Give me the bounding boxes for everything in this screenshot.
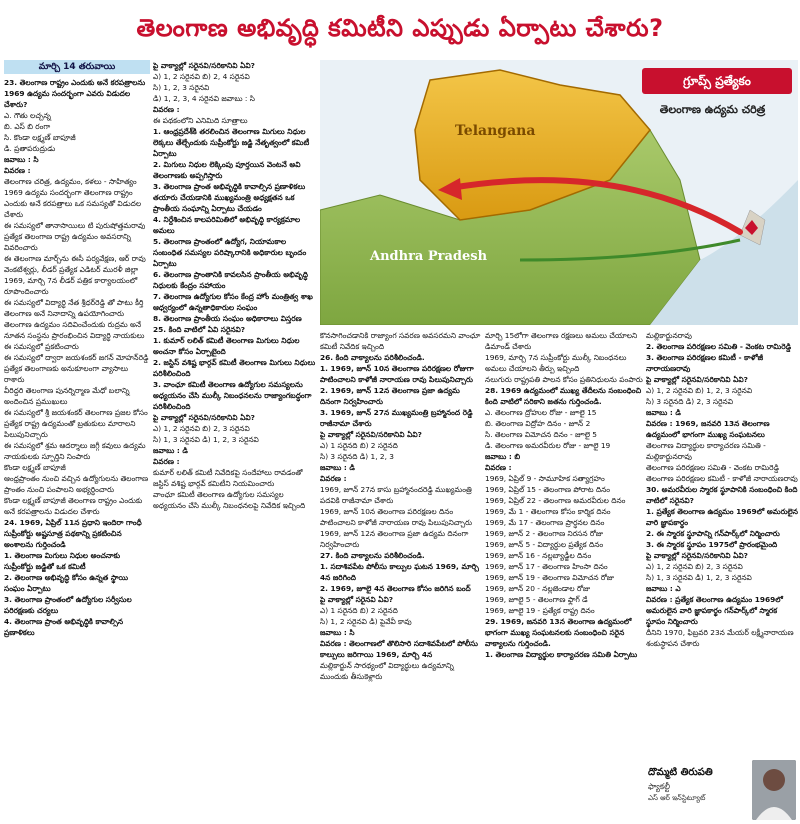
- col3-line: 2. 1969, జూన్ 12న తెలంగాణ ప్రజా ఉద్యమ దినంగా నిర్వహించారు: [320, 386, 460, 406]
- col3-line: 1969, జూన్ 27న కాసు బ్రహ్మానందరెడ్డి ముఖ్యమంత్రి పదవికి రాజీనామా చేశారు: [320, 485, 472, 505]
- col5-line: తెలంగాణ పరిరక్షణల సమితి - వెంకట రామిరెడ్డి: [646, 463, 780, 472]
- col3-line: జవాబు : సి: [320, 628, 355, 637]
- col3-line: సి) 1, 2 సరైనవి డి) పైవేవీ కావు: [320, 617, 412, 626]
- col3-line: మల్లికార్జున్ సారథ్యంలో విద్యార్థులు ఉద్యమాన్ని ముందుకు తీసుకెళ్లారు: [320, 661, 454, 681]
- column-4: [485, 330, 643, 824]
- col4-line: 1969, జూన్ 5 - విద్యార్థుల ప్రత్యేక దినం: [485, 540, 604, 549]
- col5-line: జవాబు : ఎ: [646, 584, 681, 593]
- col2-line: 4. నిర్దేశించిన కాలపరిమితిలో అభివృద్ధి కార్యక్రమాల అమలు: [153, 215, 301, 235]
- col5-line: పై వాక్యాల్లో సరైనవి/సరికానివి ఏవి?: [646, 551, 748, 560]
- col1-line: వీరిద్దరి తెలంగాణ పునర్నిర్మాణ మేధో బలాన్ని అందించిన ప్రముఖులు: [4, 386, 130, 406]
- label-andhra: Andhra Pradesh: [370, 249, 488, 264]
- col4-line: 1969, జూన్ 2 - తెలంగాణ నిరసన రోజు: [485, 529, 603, 538]
- col4-line: 1969, ఏప్రిల్ 22 - తెలంగాణ అమరవీరుల దినం: [485, 496, 626, 505]
- col5-line: 2. ఈ స్మారక స్థూపాన్ని గన్‌పార్క్‌లో నిర్మించారు: [646, 529, 780, 538]
- author-name: దొమ్మటి తిరుపతి: [648, 767, 713, 778]
- col5-line: ఎ) 1, 2 సరైనవి బి) 1, 2, 3 సరైనవి: [646, 386, 753, 395]
- col4-line: నలుగురు రాష్ట్రపతి పాలన కోసం ప్రతినిధులను పంపారు: [485, 375, 643, 384]
- col1-line: తెలంగాణ చరిత్ర, ఉద్యమం, కళలు - సాహిత్యం: [4, 177, 137, 186]
- col4-line: సి. తెలంగాణ విమోచన దినం - జూలై 5: [485, 430, 598, 439]
- col4-line: 1. తెలంగాణ విద్యార్థుల కార్యాచరణ సమితి ఏర్పాటు: [485, 650, 638, 659]
- col3-line: వివరణ : తెలంగాణలో తొలిసారి సదాశివపేటలో పోలీసు కాల్పులు జరిగాయి 1969, మార్చి 4న: [320, 639, 478, 659]
- author-photo: [752, 760, 796, 820]
- col1-line: వివరణ :: [4, 166, 31, 175]
- column-5-text: [646, 330, 798, 649]
- col4-line: ఎ. తెలంగాణ ద్రోహుల రోజు - జూలై 15: [485, 408, 597, 417]
- col1-line: 4. తెలంగాణ ప్రాంత అభివృద్ధికి కావాల్సిన ప్రణాళికలు: [4, 617, 124, 637]
- col1-line: 2. తెలంగాణ అభివృద్ధి కోసం ఉన్నత స్థాయి సంఘం ఏర్పాటు: [4, 573, 128, 593]
- col1-line: 23. తెలంగాణ రాష్ట్రం ఎందుకు అనే కరపత్రాలను 1969 ఉద్యమ సందర్భంగా ఎవరు విడుదల చేశారు?: [4, 78, 146, 109]
- col2-line: 3. వాంఛూ కమిటీ తెలంగాణ ఉద్యోగుల సమస్యలను అధ్యయనం చేసి ముల్కీ నిబంధనలను రాజ్యాంగబద్ధంగా పరిశీలించింది: [153, 380, 312, 411]
- headline: తెలంగాణ అభివృద్ధి కమిటీని ఎప్పుడు ఏర్పాటు చేశారు?: [136, 14, 664, 42]
- col5-line: సి) 3 సరైనది డి) 2, 3 సరైనవి: [646, 397, 733, 406]
- col3-line: 2. 1969, జూలై 4న తెలంగాణ కోసం జరిగిన బంద్: [320, 584, 471, 593]
- col3-line: పై వాక్యాల్లో సరైనవి/సరికానివి ఏవి?: [320, 430, 422, 439]
- col5-line: తెలంగాణ పరిరక్షణల కమిటీ - కాళోజీ నారాయణరావు: [646, 474, 798, 483]
- col1-line: డి. ప్రతాపరుద్రుడు: [4, 144, 56, 153]
- col3-line: కొనసాగించడానికి రాజ్యాంగ సవరణ అవసరమని వాంఛూ కమిటీ నివేదిక ఇచ్చింది: [320, 331, 481, 351]
- col2-line: సి) 1, 3 సరైనవి డి) 1, 2, 3 సరైనవి: [153, 435, 259, 444]
- col1-line: ఈ సమస్యలో ద్వారా జయశంకర్ జగన్ మోహన్‌రెడ్డి ప్రత్యేక తెలంగాణకు అనుకూలంగా వ్యాసాలు రాశారు: [4, 353, 149, 384]
- col3-line: 3. 1969, జూన్ 27న ముఖ్యమంత్రి బ్రహ్మానంద రెడ్డి రాజీనామా చేశారు: [320, 408, 473, 428]
- col1-line: 24. 1969, ఏప్రిల్ 11న ప్రధాని ఇందిరా గాంధీ సుప్రీంకోర్టు అష్టసూత్ర పథకాన్ని ప్రకటించిన అంశాలను గుర్తించండి: [4, 518, 142, 549]
- label-telangana: Telangana: [455, 123, 536, 139]
- history-subtitle: తెలంగాణ ఉద్యమ చరిత్ర: [659, 103, 766, 116]
- col4-line: 1969, జూన్ 16 - నల్లబ్యాడ్జీల దినం: [485, 551, 592, 560]
- col1-line: జవాబు : సి: [4, 155, 39, 164]
- column-5: [646, 330, 798, 824]
- col5-line: 3. తెలంగాణ పరిరక్షణల కమిటీ - కాళోజీ నారాయణరావు: [646, 353, 763, 373]
- col1-line: 1. తెలంగాణ మిగులు నిధుల అంచనాకు సుప్రీంకోర్టు జడ్జితో ఒక కమిటీ: [4, 551, 120, 571]
- col1-line: ఈ సమస్యలో తానాసాయిలు టి పురుషోత్తమరావు ప్రత్యేక తెలంగాణ రాష్ట్ర ఉద్యమం అవసరాన్ని వివరించారు: [4, 221, 146, 252]
- col2-line: 25. కింది వాటిలో ఏవి సరైనవి?: [153, 325, 246, 334]
- column-3: [320, 330, 482, 824]
- col4-line: 1969, జూన్ 19 - తెలంగాణ విమోచన రోజు: [485, 573, 614, 582]
- col5-line: దీనిని 1970, ఫిబ్రవరి 23న మేయర్ లక్ష్మీనారాయణ శంకుస్థాపన చేశారు: [646, 628, 794, 648]
- col5-line: 3. ఈ స్మారక స్థూపం 1975లో ప్రారంభమైంది: [646, 540, 778, 549]
- col4-line: 1969, జూన్ 17 - తెలంగాణ హింసా దినం: [485, 562, 608, 571]
- column-2-text: [153, 60, 317, 511]
- col1-line: 3. తెలంగాణ ప్రాంతంలో ఉద్యోగుల సర్వీసుల పరిరక్షణకు చర్యలు: [4, 595, 132, 615]
- col2-line: 2. జస్టిస్ వశిష్ట భార్గవ్ కమిటీ తెలంగాణ మిగులు నిధులు పరిశీలించింది: [153, 358, 316, 378]
- col1-line: ఆంధ్రప్రాంతం నుంచి వచ్చిన ఉద్యోగులను తెలంగాణ ప్రాంతం నుంచి పంపాలని అభ్యర్థించారు: [4, 474, 149, 494]
- col4-line: 29. 1969, జనవరి 13న తెలంగాణ ఉద్యమంలో భాగంగా ముఖ్య సంఘటనలకు సంబంధించి సరైన వాక్యాలను గుర్తించండి.: [485, 617, 632, 648]
- col4-line: వివరణ :: [485, 463, 512, 472]
- col2-line: ఎ) 1, 2 సరైనవి బి) 2, 4 సరైనవి: [153, 72, 250, 81]
- col2-line: పై వాక్యాల్లో సరైనవి/సరికానివి ఏవి?: [153, 61, 255, 70]
- col4-line: డి. తెలంగాణ అమరవీరుల రోజు - జూలై 19: [485, 441, 611, 450]
- col2-line: వివరణ :: [153, 105, 180, 114]
- col1-line: ఈ సమస్యలో శ్రీ జయశంకర్ తెలంగాణ ప్రజల కోసం ప్రత్యేక రాష్ట్ర ఉద్యమంతో బ్రతుకులు మారాలని పిలుపునిచ్చారు: [4, 408, 148, 439]
- col5-line: 1. ప్రత్యేక తెలంగాణ ఉద్యమం 1969లో అమరులైన వారి జ్ఞాపకార్థం: [646, 507, 798, 527]
- col4-line: 1969, మే 17 - తెలంగాణ ప్రార్థనల దినం: [485, 518, 605, 527]
- col4-line: 1969, మే 1 - తెలంగాణ కోసం కార్మిక దినం: [485, 507, 611, 516]
- col1-line: బి. ఎస్ బి రంగా: [4, 122, 51, 131]
- col2-line: 8. తెలంగాణ ప్రాంతీయ సంఘం అధికారాలు విస్తరణ: [153, 314, 302, 323]
- col5-line: మల్లికార్జునరావు: [646, 331, 692, 340]
- col5-line: 30. అమరవీరుల స్మారక స్థూపానికి సంబంధించి కింది వాటిలో సరైనవి?: [646, 485, 798, 505]
- col4-line: జవాబు : బి: [485, 452, 521, 461]
- col4-line: 1969, ఏప్రిల్ 9 - సామూహిక సత్యాగ్రహం: [485, 474, 605, 483]
- col5-line: 2. తెలంగాణ పరిరక్షణల సమితి - వెంకట రామిరెడ్డి: [646, 342, 792, 351]
- col1-line: కొండా లక్ష్మణ్ బాపూజీ తెలంగాణ రాష్ట్రం ఎందుకు అనే కరపత్రాలను విడుదల చేశారు: [4, 496, 143, 516]
- continued-tag: మార్చి 14 తరువాయి: [4, 60, 150, 74]
- col1-line: ఈ సమస్యలో శ్రమ ఆదర్శాలు జగ్గీ కవులు ఉద్యమ నాయకులకు స్ఫూర్తిని నింపారు: [4, 441, 146, 461]
- col5-line: జవాబు : డి: [646, 408, 681, 417]
- col4-line: 1969, మార్చి 7న సుప్రీంకోర్టు ముల్కీ నిబంధనలు అమలు చేయాలని తీర్పు ఇచ్చింది: [485, 353, 627, 373]
- col3-line: సి) 3 సరైనది డి) 1, 2, 3: [320, 452, 395, 461]
- column-3-text: [320, 330, 482, 682]
- col5-line: సి) 1, 3 సరైనవి డి) 1, 2, 3 సరైనవి: [646, 573, 752, 582]
- groups-special-badge: గ్రూప్స్ ప్రత్యేకం: [642, 68, 792, 94]
- col1-line: ఈ తెలంగాణ మార్చ్‌ను ఈసీ పర్యవేక్షణ, ఆర్ రావు వెంకటేశ్వర్లు, లీడర్ ప్రత్యేక ఎడిటర్ మురళీ జిల్లా 1969, మార్చి 7న లీడర్ పత్రిక కార్యాలయంలో రూపొందించారు: [4, 254, 146, 296]
- col2-line: కుమార్ లలిత్ కమిటీ నివేదికపై సందేహాలు రావడంతో జస్టిస్ వశిష్ట భార్గవ్ కమిటీని నియమించారు: [153, 468, 303, 488]
- col4-line: బి. తెలంగాణ విద్రోహ దినం - జూన్ 2: [485, 419, 591, 428]
- col4-line: మార్చి 15లోగా తెలంగాణ రక్షణలు అమలు చేయాలని డిమాండ్ చేశారు: [485, 331, 638, 351]
- col2-line: 1. ఆంధ్రప్రదేశ్‌కి తరలించిన తెలంగాణ మిగులు నిధుల లెక్కలు తేల్చేందుకు సుప్రీంకోర్టు జడ్జి నేతృత్వంలో కమిటీ ఏర్పాటు: [153, 127, 310, 158]
- column-2: [153, 60, 317, 820]
- col2-line: 5. తెలంగాణ ప్రాంతంలో ఉద్యోగ, నియామకాల సంబంధిత సమస్యల పరిష్కారానికి అధికారుల బృందం ఏర్పాటు: [153, 237, 307, 268]
- col5-line: తెలంగాణ విద్యార్థుల కార్యాచరణ సమితి - మల్లికార్జునరావు: [646, 441, 766, 461]
- col2-line: 1. కుమార్ లలిత్ కమిటీ తెలంగాణ మిగులు నిధుల అంచనా కోసం ఏర్పాటైంది: [153, 336, 300, 356]
- column-4-text: [485, 330, 643, 660]
- col2-line: 7. తెలంగాణ ఉద్యోగుల కోసం కేంద్ర హోం మంత్రిత్వ శాఖ ఆధ్వర్యంలో ఉన్నతాధికారుల సంఘం: [153, 292, 313, 312]
- col5-line: వివరణ : 1969, జనవరి 13న తెలంగాణ ఉద్యమంలో భాగంగా ముఖ్య సంఘటనలు: [646, 419, 770, 439]
- col3-line: 1969, జూన్ 10న తెలంగాణ పరిరక్షణల దినం పాటించాలని కాళోజీ నారాయణ రావు పిలుపునిచ్చారు: [320, 507, 473, 527]
- col4-line: 28. 1969 ఉద్యమంలో ముఖ్య తేదీలను సంబంధించి కింది వాటిలో సరికాని జతను గుర్తించండి.: [485, 386, 642, 406]
- col2-line: ఈ పథకంలోని ఎనిమిది సూత్రాలు: [153, 116, 248, 125]
- col3-line: ఎ) 1 సరైనది బి) 2 సరైనది: [320, 441, 398, 450]
- col3-line: పై వాక్యాల్లో సరైనవి ఏవి?: [320, 595, 393, 604]
- column-1-text: [4, 77, 150, 638]
- col1-line: కొండా లక్ష్మణ్ బాపూజీ: [4, 463, 66, 472]
- col3-line: 26. కింది వాక్యాలను పరిశీలించండి.: [320, 353, 425, 362]
- col3-line: 27. కింది వాక్యాలను పరిశీలించండి.: [320, 551, 425, 560]
- col4-line: 1969, ఏప్రిల్ 15 - తెలంగాణ పోరాట దినం: [485, 485, 611, 494]
- col2-line: పై వాక్యాల్లో సరైనవి/సరికానివి ఏవి?: [153, 413, 255, 422]
- col2-line: 2. మిగులు నిధుల లెక్కింపు పూర్తయిన వెంటనే అవి తెలంగాణకు అప్పగిస్తారు: [153, 160, 301, 180]
- col2-line: డి) 1, 2, 3, 4 సరైనవి జవాబు : సి: [153, 94, 255, 103]
- col3-line: వివరణ :: [320, 474, 347, 483]
- col1-line: ఎ. గౌతు లచ్చన్న: [4, 111, 51, 120]
- author-role: ఫ్యాకల్టీ: [648, 782, 670, 791]
- col2-line: జవాబు : డి: [153, 446, 188, 455]
- col5-line: ఎ) 1, 2 సరైనవి బి) 2, 3 సరైనవి: [646, 562, 743, 571]
- col2-line: 3. తెలంగాణ ప్రాంత అభివృద్ధికి కావాల్సిన ప్రణాళికలు తయారు చేయడానికి ముఖ్యమంత్రి అధ్యక్షతన ఒక ప్రాంతీయ సంఘాన్ని ఏర్పాటు చేయడం: [153, 182, 306, 213]
- col1-line: తెలంగాణ ఉద్యమం సదివించేందుకు రుద్రమ అనే నూతన సంస్థను ప్రారంభించిన విద్యార్థి నాయకులు ఈ సమస్యలో ప్రకటించారు: [4, 320, 145, 351]
- col3-line: 1969, జూన్ 12న తెలంగాణ ప్రజా ఉద్యమ దినంగా నిర్వహించారు: [320, 529, 469, 549]
- col4-line: 1969, జూన్ 20 - నల్లజెండాల రోజు: [485, 584, 591, 593]
- col1-line: సి. కొండా లక్ష్మణ్ బాపూజీ: [4, 133, 76, 142]
- col2-line: 6. తెలంగాణ ప్రాంతానికి కావలసిన ప్రాంతీయ అభివృద్ధి నిధులకు కేంద్రం సహాయం: [153, 270, 308, 290]
- col3-line: 1. సదాశివపేట పోలీసు కాల్పుల ఘటన 1969, మార్చి 4న జరిగింది: [320, 562, 479, 582]
- col3-line: ఎ) 1 సరైనది బి) 2 సరైనది: [320, 606, 398, 615]
- col3-line: జవాబు : డి: [320, 463, 355, 472]
- col2-line: ఎ) 1, 2 సరైనవి బి) 2, 3 సరైనవి: [153, 424, 250, 433]
- col5-line: వివరణ : ప్రత్యేక తెలంగాణ ఉద్యమం 1969లో అమరులైన వారి జ్ఞాపకార్థం గన్‌పార్క్‌లో స్మారక స్థూపం నిర్మించారు: [646, 595, 783, 626]
- col5-line: పై వాక్యాల్లో సరైనవి/సరికానివి ఏవి?: [646, 375, 748, 384]
- author-box: [646, 760, 798, 822]
- author-institute: ఎస్ ఆర్ ఇన్‌స్టిట్యూట్: [648, 794, 706, 802]
- col4-line: 1969, జూలై 5 - తెలంగాణ ఫ్లాగ్ డే: [485, 595, 588, 604]
- col4-line: 1969, జూలై 19 - ప్రత్యేక రాష్ట్ర దినం: [485, 606, 595, 615]
- column-1: [4, 60, 150, 820]
- col2-line: వాంఛూ కమిటీ తెలంగాణ ఉద్యోగుల సమస్యల అధ్యయనం చేసి ముల్కీ నిబంధనలపై నివేదిక ఇచ్చింది: [153, 490, 306, 510]
- col1-line: ఈ సమస్యలో విద్యార్థి నేత శ్రీధర్‌రెడ్డి తో పాటు కీర్తి తెలంగాణ అనే నినాదాన్ని ఉపయోగించారు: [4, 298, 144, 318]
- col2-line: సి) 1, 2, 3 సరైనవి: [153, 83, 210, 92]
- col3-line: 1. 1969, జూన్ 10న తెలంగాణ పరిరక్షణల రోజుగా పాటించాలని కాళోజీ నారాయణ రావు పిలుపునిచ్చారు: [320, 364, 474, 384]
- col2-line: వివరణ :: [153, 457, 180, 466]
- col1-line: 1969 ఉద్యమ సందర్భంగా తెలంగాణ రాష్ట్రం ఎందుకు అనే కరపత్రాలు ఒక సమస్యతో విడుదల చేశారు: [4, 188, 142, 219]
